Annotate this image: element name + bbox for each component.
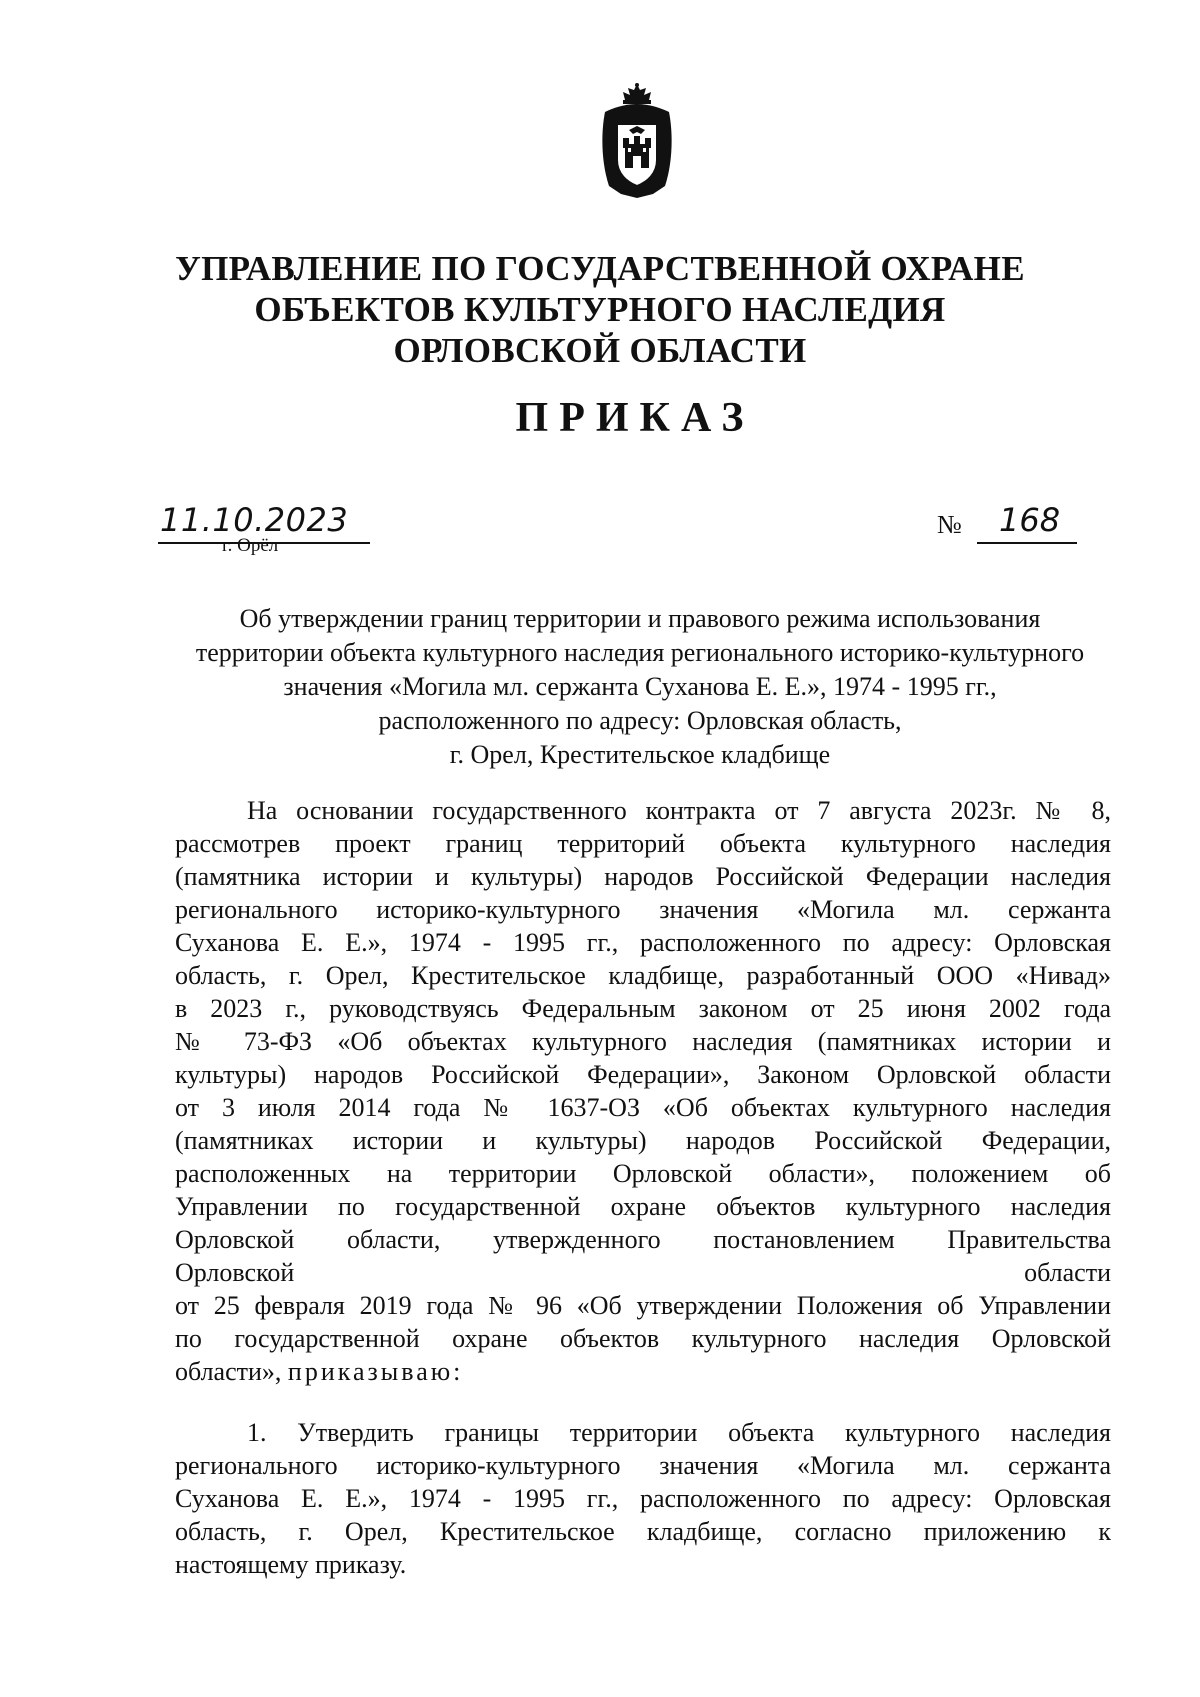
paragraph-line: (памятника истории и культуры) народов Российской Федерации наследия <box>175 862 1111 891</box>
handwritten-date: 11.10.2023 <box>160 501 349 539</box>
order-word: приказываю: <box>287 1357 464 1386</box>
paragraph-line: расположенных на территории Орловской области», положением об <box>175 1159 1111 1188</box>
paragraph-line <box>175 1355 1111 1388</box>
paragraph-line: рассмотрев проект границ территорий объекта культурного наследия <box>175 829 1111 858</box>
paragraph-line: Орловской области <box>175 1258 1111 1287</box>
paragraph-line: от 25 февраля 2019 года № 96 «Об утверждении Положения об Управлении <box>175 1291 1111 1320</box>
number-underline <box>977 542 1077 544</box>
paragraph-line: Суханова Е. Е.», 1974 - 1995 гг., расположенного по адресу: Орловская <box>175 1484 1111 1513</box>
preamble-paragraph <box>175 794 1111 1388</box>
document-city: г. Орёл <box>222 535 279 556</box>
paragraph-line: 1. Утвердить границы территории объекта культурного наследия <box>247 1418 1111 1447</box>
paragraph-line: На основании государственного контракта от 7 августа 2023г. № 8, <box>247 796 1111 825</box>
number-sign: № <box>937 510 962 539</box>
paragraph-line: Орловской области, утвержденного постановлением Правительства <box>175 1225 1111 1254</box>
orel-oblast-coat-of-arms-icon <box>599 82 675 200</box>
subject-line: расположенного по адресу: Орловская область, <box>378 706 902 735</box>
handwritten-number: 168 <box>999 501 1061 539</box>
document-number-block <box>937 500 1097 548</box>
subject-line: Об утверждении границ территории и правового режима использования <box>239 604 1041 633</box>
paragraph-line: в 2023 г., руководствуясь Федеральным законом от 25 июня 2002 года <box>175 994 1111 1023</box>
subject-line: значения «Могила мл. сержанта Суханова Е. Е.», 1974 - 1995 гг., <box>283 672 997 701</box>
paragraph-line: регионального историко-культурного значения «Могила мл. сержанта <box>175 895 1111 924</box>
preamble-end: области», <box>175 1357 282 1386</box>
paragraph-line: (памятниках истории и культуры) народов Российской Федерации, <box>175 1126 1111 1155</box>
paragraph-line: Управлении по государственной охране объектов культурного наследия <box>175 1192 1111 1221</box>
subject-line: территории объекта культурного наследия регионального историко-культурного <box>195 638 1085 667</box>
paragraph-line: № 73-ФЗ «Об объектах культурного наследия (памятниках истории и <box>175 1027 1111 1056</box>
paragraph-line: область, г. Орел, Крестительское кладбище, разработанный ООО «Нивад» <box>175 961 1111 990</box>
agency-name <box>120 248 1080 371</box>
agency-line: ОРЛОВСКОЙ ОБЛАСТИ <box>393 331 807 370</box>
order-item-1 <box>175 1416 1111 1581</box>
agency-line: ОБЪЕКТОВ КУЛЬТУРНОГО НАСЛЕДИЯ <box>254 290 946 329</box>
paragraph-line: от 3 июля 2014 года № 1637-ОЗ «Об объектах культурного наследия <box>175 1093 1111 1122</box>
paragraph-line: Суханова Е. Е.», 1974 - 1995 гг., расположенного по адресу: Орловская <box>175 928 1111 957</box>
subject-line: г. Орел, Крестительское кладбище <box>449 740 831 769</box>
document-type-title: ПРИКАЗ <box>515 395 755 441</box>
document-subject <box>160 602 1120 772</box>
paragraph-line: культуры) народов Российской Федерации», Законом Орловской области <box>175 1060 1111 1089</box>
paragraph-line: область, г. Орел, Крестительское кладбище, согласно приложению к <box>175 1517 1111 1546</box>
paragraph-line: настоящему приказу. <box>175 1550 407 1579</box>
agency-line: УПРАВЛЕНИЕ ПО ГОСУДАРСТВЕННОЙ ОХРАНЕ <box>175 249 1025 288</box>
paragraph-line: по государственной охране объектов культурного наследия Орловской <box>175 1324 1111 1353</box>
paragraph-line: регионального историко-культурного значения «Могила мл. сержанта <box>175 1451 1111 1480</box>
